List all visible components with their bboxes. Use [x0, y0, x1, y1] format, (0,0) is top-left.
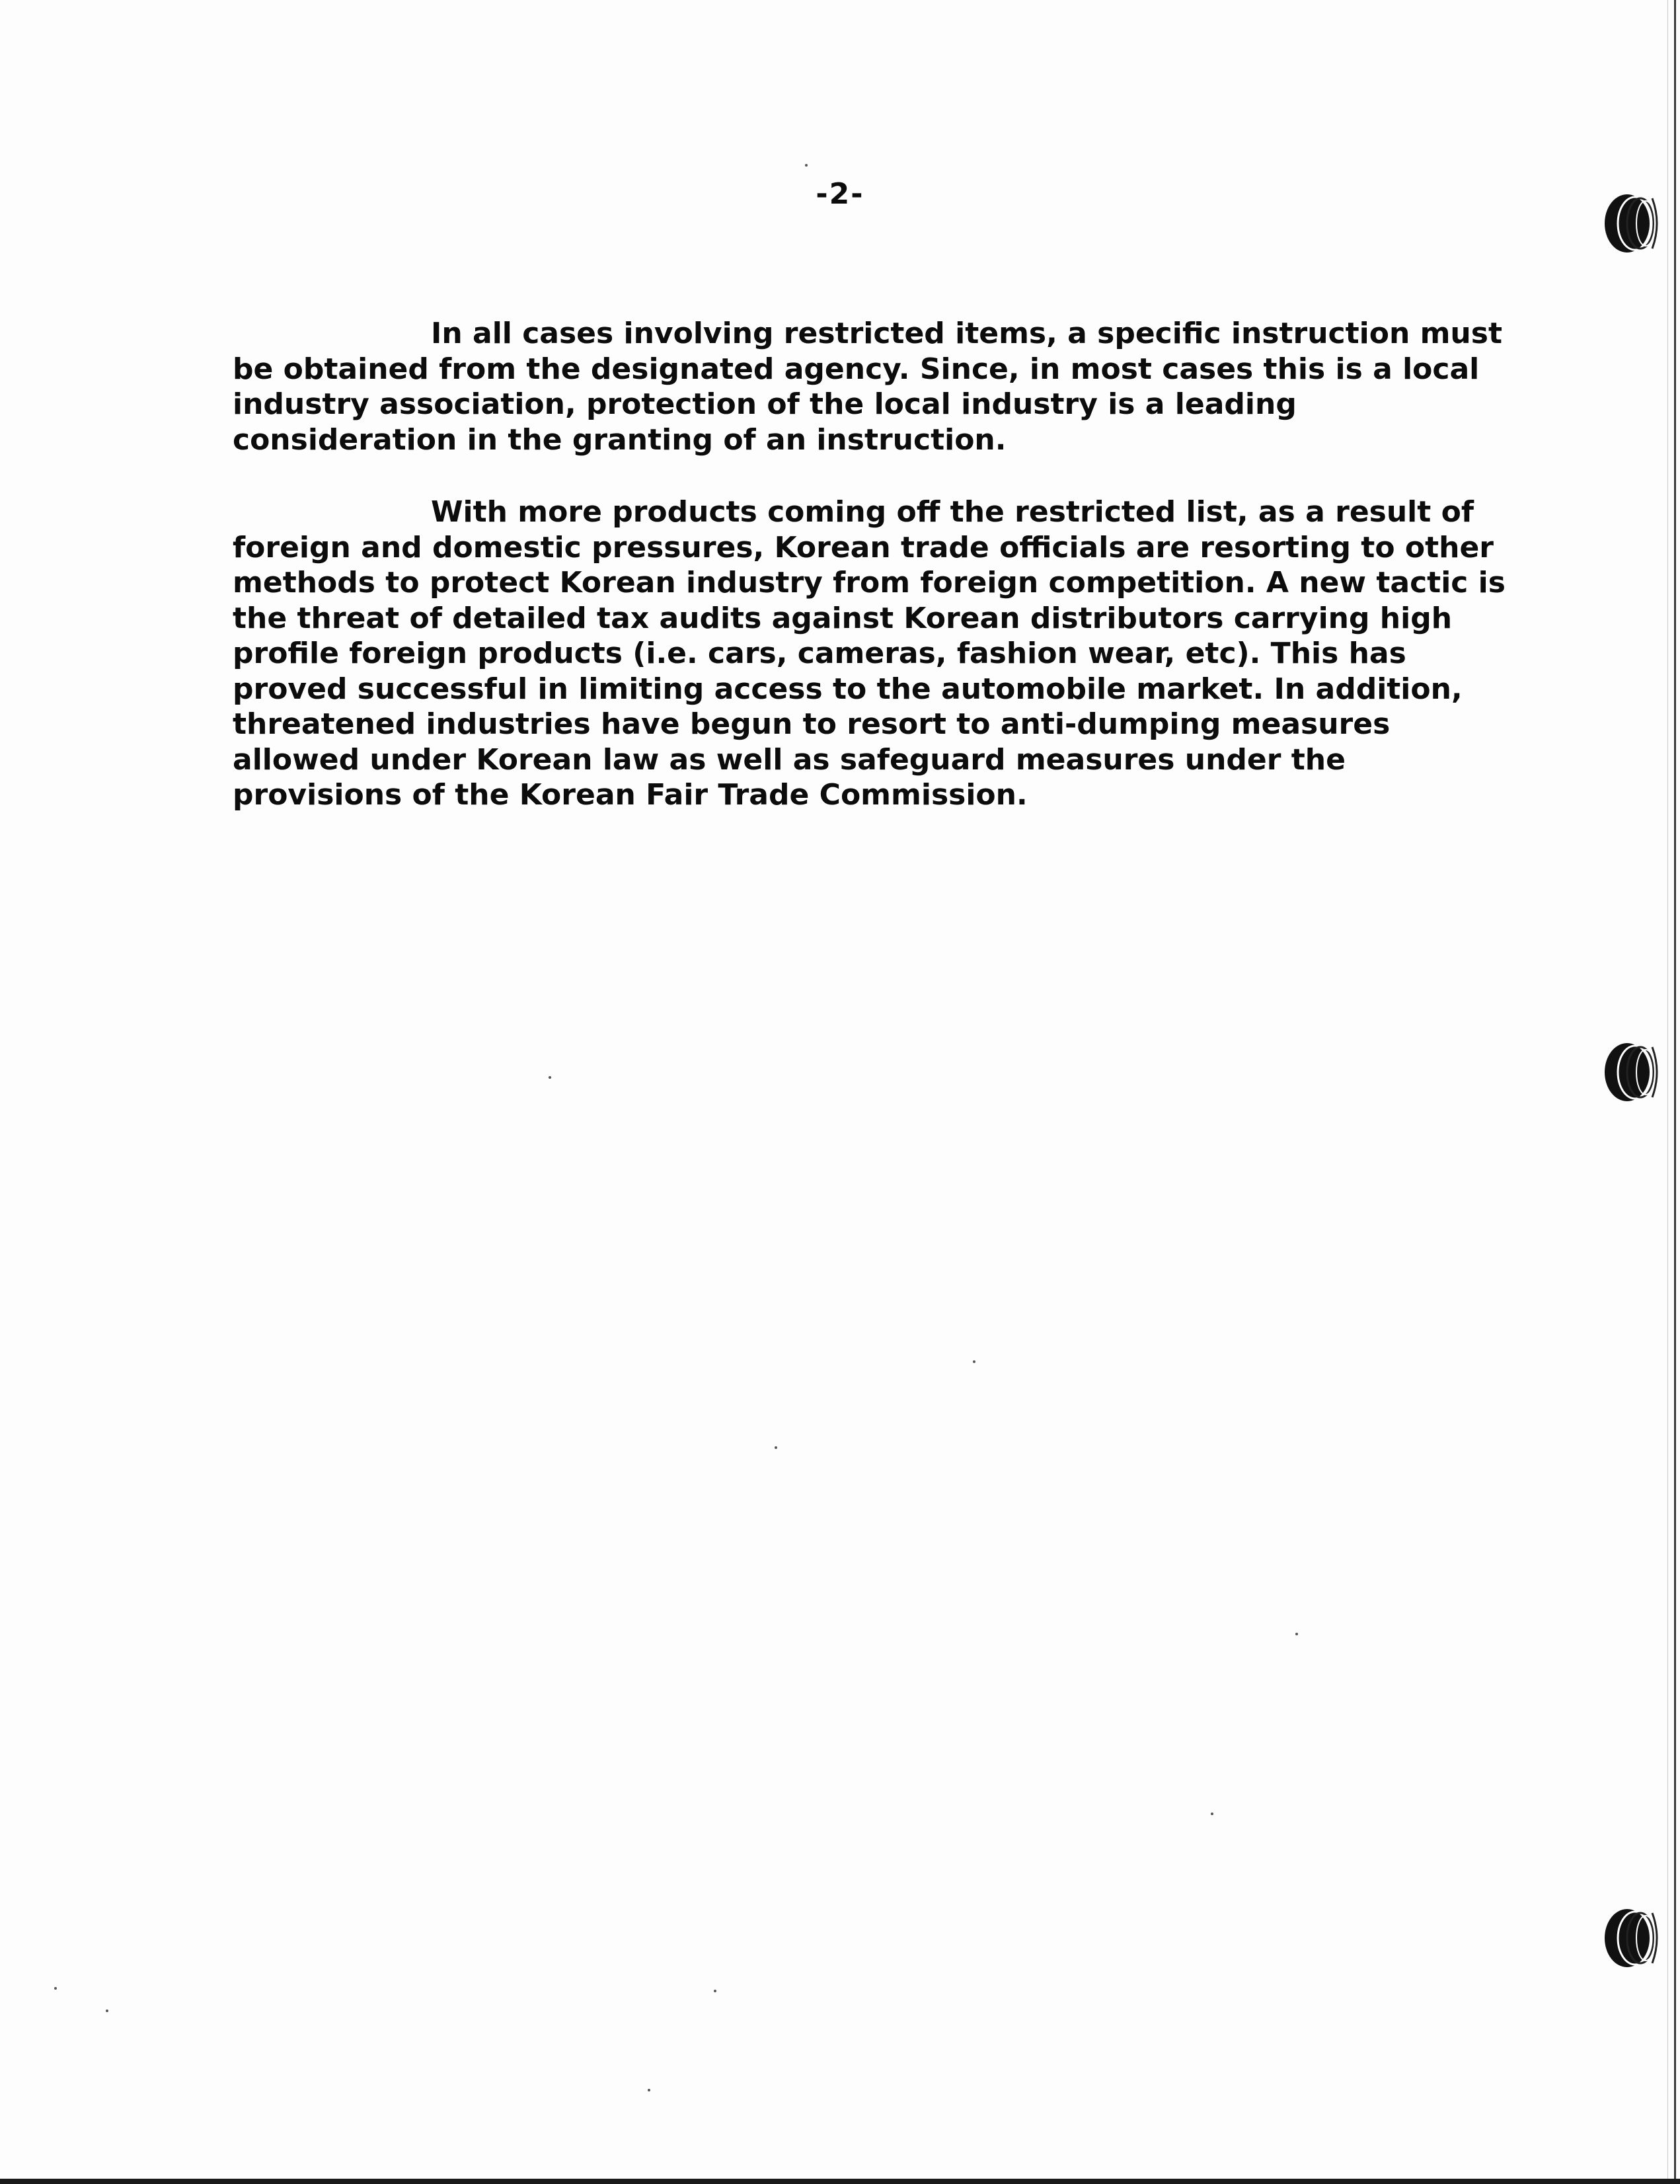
paragraph-text: With more products coming off the restricted list, as a result of foreign and domestic pressures, Korean trade officials are resorting to other methods to protect Korean industry from foreign competition. A new tactic is the threat of detailed tax audits against Korean distributors carrying high profile foreign products (i.e. cars, cameras, fashion wear, etc). This has proved successful in limiting access to the automobile market. In addition, threatened industries have begun to resort to anti-dumping measures allowed under Korean law as well as safeguard measures under the provisions of the Korean Fair Trade Commission.	[233, 495, 1506, 812]
punch-hole-icon	[1601, 1038, 1661, 1107]
punch-hole-icon	[1601, 189, 1661, 258]
scan-edge-line	[1674, 0, 1676, 2184]
scan-edge-line	[1667, 0, 1668, 2184]
paragraph-restricted-items	[233, 316, 1515, 457]
paragraph-protection-methods	[233, 494, 1515, 813]
punch-hole-icon	[1601, 1904, 1661, 1972]
scan-bottom-border	[0, 2179, 1680, 2184]
paragraph-text: In all cases involving restricted items, a specific instruction must be obtained from the designated agency. Since, in most cases this is a local industry association, protection of the local industry is a leading consideration in the granting of an instruction.	[233, 317, 1502, 457]
page-number: -2-	[816, 177, 864, 211]
